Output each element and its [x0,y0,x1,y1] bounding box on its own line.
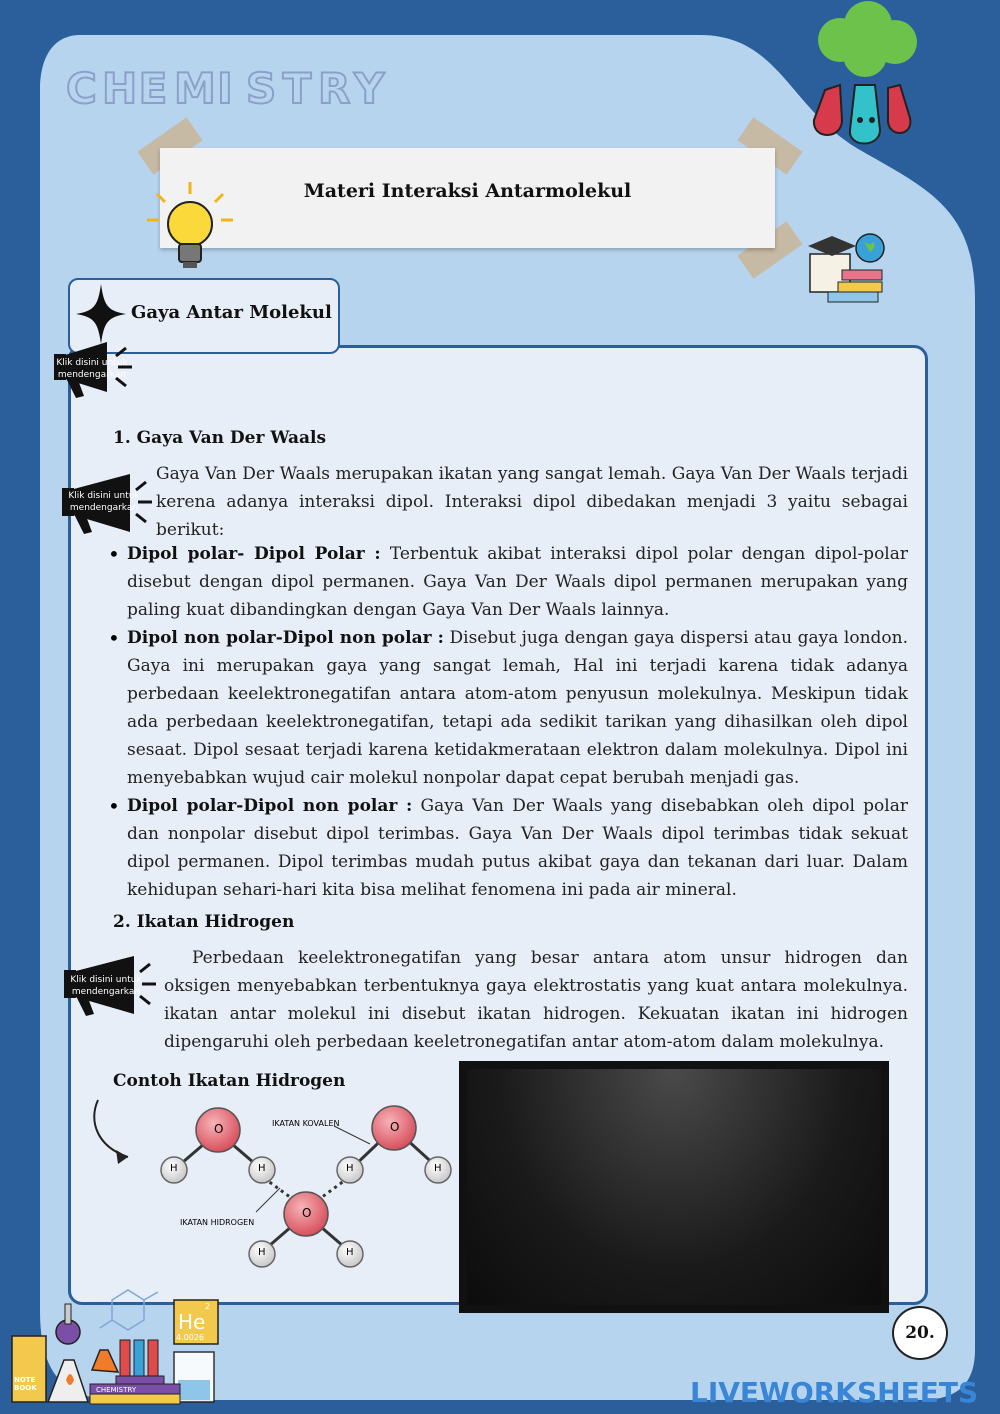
logo-letter: E [138,64,168,113]
logo-letter: Y [354,64,385,113]
audio-button-van-der-waals[interactable] [60,470,155,536]
hydrogen-bond-text: Perbedaan keelektronegatifan yang besar antara atom unsur hidrogen dan oksigen menyebabkan terbentuknya gaya elektrostatis yang kuat antara molekulnya. ikatan antar molekul ini disebut ikatan hidrogen. Kekuatan ikatan ini hidrogen dipengaruhi oleh perbedaan keeletronegatifan antar atom-atom dalam molekulnya. [164,948,908,1052]
logo-letter: S [246,64,277,113]
atom-label-h: H [170,1163,178,1174]
chemistry-logo [66,66,384,112]
liveworksheets-logo[interactable]: LIVEWORKSHEETS [690,1376,979,1409]
logo-letter: M [174,64,216,113]
logo-letter: H [102,64,138,113]
dipole-list [108,540,908,904]
logo-letter: T [282,64,312,113]
books-globe-illustration [798,224,893,309]
bullet-text: Disebut juga dengan gaya dispersi atau gaya london. Gaya ini merupakan gaya yang sangat lemah, Hal ini terjadi karena tidak adanya perbedaan keelektronegatifan antara atom-atom penyusun molekulnya. Meskipun tidak ada perbedaan keelektronegatifan, tetapi ada sedikit tarikan yang dihasilkan oleh dipol sesaat. Dipol sesaat terjadi karena ketidakmerataan elektron dalam molekulnya. Dipol ini menyebabkan wujud cair molekul nonpolar dapat cepat berubah menjadi gas. [127,628,908,788]
atom-label-o: O [390,1120,400,1134]
notebook-label: NOTE BOOK [14,1376,37,1392]
atom-label-h: H [258,1247,266,1258]
hydrogen-bond-label: IKATAN HIDROGEN [180,1218,255,1227]
atom-label-h: H [346,1247,354,1258]
atom-label-h: H [434,1163,442,1174]
video-screen[interactable] [467,1069,881,1305]
logo-letter: R [318,64,351,113]
heading-van-der-waals: 1. Gaya Van Der Waals [113,428,327,448]
page-title: Materi Interaksi Antarmolekul [303,180,632,202]
audio-button-section[interactable] [52,336,147,402]
arrow-icon [94,1100,128,1157]
example-heading: Contoh Ikatan Hidrogen [113,1071,346,1091]
audio-button-label: Klik disini untuk mendengarkan [68,491,140,513]
audio-button-label: Klik disini untuk mendengarkan [70,975,142,997]
bullet-term: Dipol non polar-Dipol non polar : [127,628,444,648]
audio-button-label: Klik disini untuk mendengarkan [56,358,128,380]
element-mass: 4.0026 [176,1333,204,1342]
list-item: • Dipol non polar-Dipol non polar : Disebut juga dengan gaya dispersi atau gaya london. Gaya ini merupakan gaya yang sangat lemah, Hal ini terjadi karena tidak adanya perbedaan keelektronegatifan antara atom-atom penyusun molekulnya. Meskipun tidak ada perbedaan keelektronegatifan, tetapi ada sedikit tarikan yang dihasilkan oleh dipol sesaat. Dipol sesaat terjadi karena ketidakmerataan elektron dalam molekulnya. Dipol ini menyebabkan wujud cair molekul nonpolar dapat cepat berubah menjadi gas. [108,626,908,788]
flasks-illustration [800,0,935,150]
element-symbol: He [178,1310,206,1334]
logo-letter: C [66,64,97,113]
sparkle-icon [76,284,126,344]
atom-label-h: H [346,1163,354,1174]
heading-hydrogen-bond: 2. Ikatan Hidrogen [113,912,295,932]
video-player[interactable] [459,1061,889,1313]
audio-button-hydrogen-bond[interactable] [62,952,157,1018]
element-number: 2 [205,1302,211,1311]
bullet-text: Gaya Van Der Waals yang disebabkan oleh dipol polar dan nonpolar disebut dipol terimbas. Gaya Van Der Waals dipol terimbas tidak sekuat dipol permanen. Dipol terimbas mudah putus akibat gaya dan tekanan dari luar. Dalam kehidupan sehari-hari kita bisa melihat fenomena ini pada air mineral. [127,796,908,900]
van-der-waals-intro: Gaya Van Der Waals merupakan ikatan yang sangat lemah. Gaya Van Der Waals terjadi kerena adanya interaksi dipol. Interaksi dipol dibedakan menjadi 3 yaitu sebagai berikut: [156,464,908,540]
bullet-term: Dipol polar-Dipol non polar : [127,796,413,816]
bullet-text: Terbentuk akibat interaksi dipol polar dengan dipol-polar disebut dengan dipol permanen. Gaya Van Der Waals dipol permanen merupakan yang paling kuat dibandingkan dengan Gaya Van Der Waals lainnya. [127,544,908,620]
covalent-bond-label: IKATAN KOVALEN [272,1119,340,1128]
lightbulb-icon [145,180,235,275]
atom-label-o: O [214,1122,224,1136]
bullet-term: Dipol polar- Dipol Polar : [127,544,381,564]
logo-letter: I [217,64,233,113]
chemistry-book-label: CHEMISTRY [96,1386,137,1394]
list-item: • Dipol polar-Dipol non polar : Gaya Van Der Waals yang disebabkan oleh dipol polar dan nonpolar disebut dipol terimbas. Gaya Van Der Waals dipol terimbas tidak sekuat dipol permanen. Dipol terimbas mudah putus akibat gaya dan tekanan dari luar. Dalam kehidupan sehari-hari kita bisa melihat fenomena ini pada air mineral. [108,794,908,900]
page-number: 20. [892,1306,948,1360]
atom-label-h: H [258,1163,266,1174]
section-title: Gaya Antar Molekul [131,302,332,323]
list-item: • Dipol polar- Dipol Polar : Terbentuk akibat interaksi dipol polar dengan dipol-polar disebut dengan dipol permanen. Gaya Van Der Waals dipol permanen merupakan yang paling kuat dibandingkan dengan Gaya Van Der Waals lainnya. [108,542,908,620]
atom-label-o: O [302,1206,312,1220]
